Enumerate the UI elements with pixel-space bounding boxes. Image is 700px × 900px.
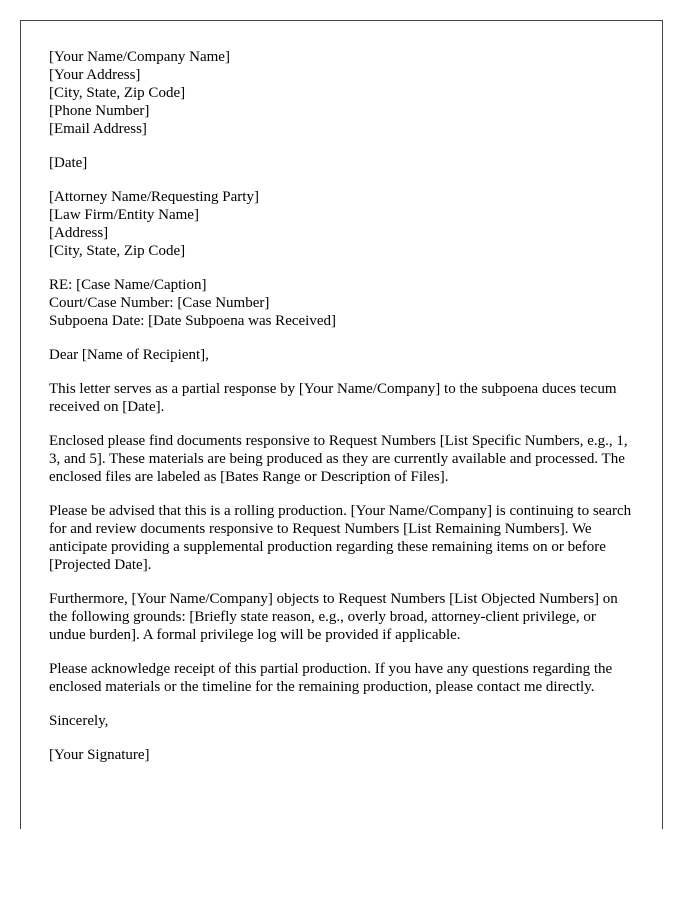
sender-address: [Your Address] [49, 67, 141, 83]
signature: [Your Signature] [49, 747, 150, 763]
letter-date: [Date] [49, 155, 88, 171]
body-paragraph: Enclosed please find documents responsive to Request Numbers [List Specific Numbers, e.g., 1, 3, and 5]. These materials are being produced as they are currently available and processed. The enclosed files are labeled as [Bates Range or Description of Files]. [49, 433, 628, 485]
recipient-firm: [Law Firm/Entity Name] [49, 207, 199, 223]
sender-name: [Your Name/Company Name] [49, 49, 230, 65]
letter-page [20, 20, 663, 829]
recipient-name: [Attorney Name/Requesting Party] [49, 189, 259, 205]
recipient-block [49, 188, 635, 260]
sender-phone: [Phone Number] [49, 103, 150, 119]
recipient-city: [City, State, Zip Code] [49, 243, 186, 259]
body-paragraph: Please be advised that this is a rolling production. [Your Name/Company] is continuing to search for and review documents responsive to Request Numbers [List Remaining Numbers]. We anticipate providing a supplemental production regarding these remaining items on or before [Projected Date]. [49, 503, 632, 573]
re-block [49, 276, 635, 330]
sender-city: [City, State, Zip Code] [49, 85, 186, 101]
sender-email: [Email Address] [49, 121, 147, 137]
re-subpoena-date: Subpoena Date: [Date Subpoena was Received] [49, 313, 336, 329]
sender-block [49, 48, 635, 138]
body-paragraph: Please acknowledge receipt of this partial production. If you have any questions regarding the enclosed materials or the timeline for the remaining production, please contact me directly. [49, 661, 613, 695]
re-case-number: Court/Case Number: [Case Number] [49, 295, 270, 311]
body-paragraph: Furthermore, [Your Name/Company] objects to Request Numbers [List Objected Numbers] on the following grounds: [Briefly state reason, e.g., overly broad, attorney-client privilege, or undue burden]. A formal privilege log will be provided if applicable. [49, 591, 618, 643]
re-case-name: RE: [Case Name/Caption] [49, 277, 207, 293]
closing: Sincerely, [49, 713, 109, 729]
recipient-address: [Address] [49, 225, 109, 241]
salutation: Dear [Name of Recipient], [49, 347, 209, 363]
body-paragraph: This letter serves as a partial response by [Your Name/Company] to the subpoena duces tecum received on [Date]. [49, 381, 617, 415]
